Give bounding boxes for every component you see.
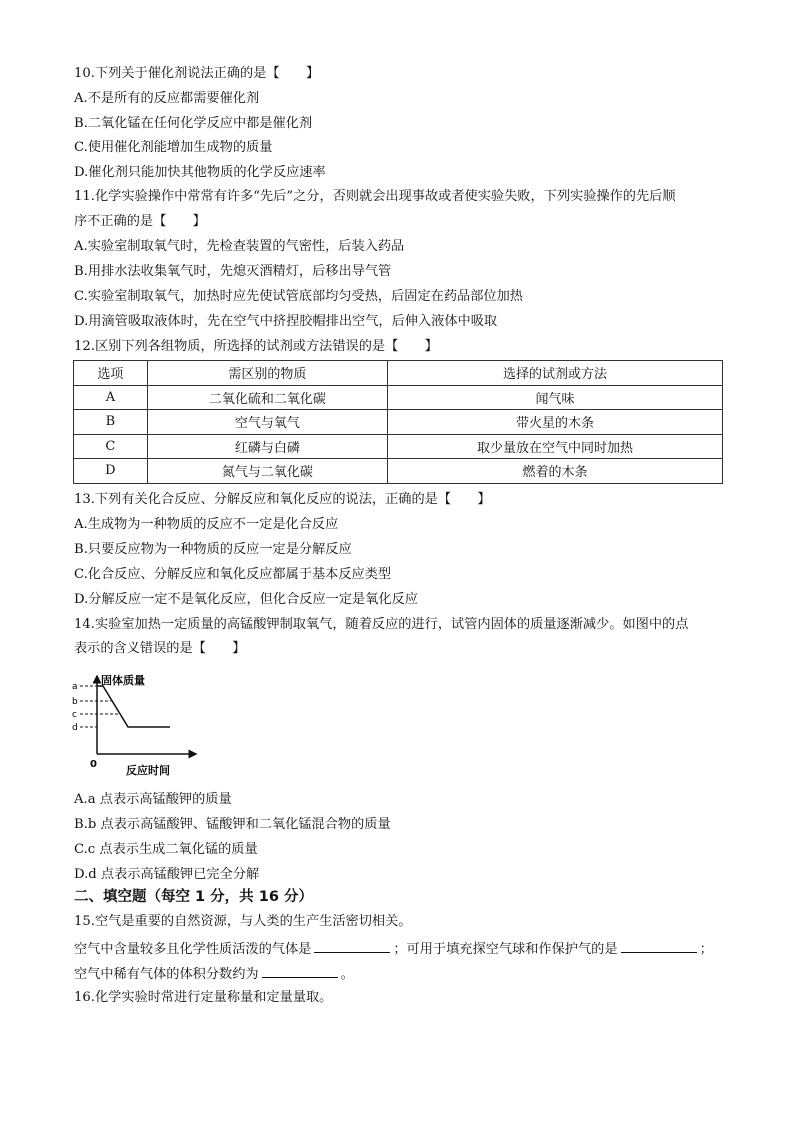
q14-option-a: A.a 点表示高锰酸钾的质量 (74, 792, 232, 807)
q14-option-b: B.b 点表示高锰酸钾、锰酸钾和二氧化锰混合物的质量 (74, 817, 391, 832)
q12-row-a-option: A (74, 385, 148, 410)
q11-stem-line1: 11.化学实验操作中常常有许多“先后”之分，否则就会出现事故或者使实验失败，下列实验操作的先后顺 (74, 189, 676, 204)
q13-option-d: D.分解反应一定不是氧化反应，但化合反应一定是氧化反应 (74, 592, 418, 607)
q12-row-c-method: 取少量放在空气中同时加热 (388, 434, 723, 459)
q15-stem: 15.空气是重要的自然资源，与人类的生产生活密切相关。 (74, 914, 412, 929)
q10-option-b: B.二氧化锰在任何化学反应中都是催化剂 (74, 116, 313, 131)
q11-option-c: C.实验室制取氧气，加热时应先使试管底部均匀受热，后固定在药品部位加热 (74, 289, 523, 304)
q12-row-c-substances: 红磷与白磷 (147, 434, 387, 459)
q14-stem-line2: 表示的含义错误的是【 】 (74, 641, 246, 656)
q10-stem: 10.下列关于催化剂说法正确的是【 】 (74, 66, 320, 81)
q10-option-a: A.不是所有的反应都需要催化剂 (74, 91, 260, 106)
q15-line1-text-a: 空气中含量较多且化学性质活泼的气体是 (74, 942, 312, 957)
table-row (74, 385, 723, 410)
q14-stem-line1: 14.实验室加热一定质量的高锰酸钾制取氧气，随着反应的进行，试管内固体的质量逐渐减少。如图中的点 (74, 617, 689, 632)
q12-row-b-option: B (74, 410, 148, 435)
q12-row-d-option: D (74, 459, 148, 484)
q12-header-substances: 需区别的物质 (147, 361, 387, 386)
q15-line2 (74, 965, 354, 983)
q12-header-option: 选项 (74, 361, 148, 386)
q15-line2-text-a: 空气中稀有气体的体积分数约为 (74, 967, 259, 982)
q14-solid-mass-figure (70, 672, 210, 782)
q15-line1-text-c: ； (699, 942, 713, 957)
q15-answer-blank-3[interactable] (262, 965, 338, 978)
point-b-label: b (72, 697, 78, 707)
table-row (74, 410, 723, 435)
q12-row-a-substances: 二氧化硫和二氧化碳 (147, 385, 387, 410)
q14-option-c: C.c 点表示生成二氧化锰的质量 (74, 842, 258, 857)
table-row (74, 434, 723, 459)
q15-line1-text-b: ；可用于填充探空气球和作保护气的是 (393, 942, 618, 957)
mass-curve (97, 686, 170, 727)
q15-line2-text-b: 。 (340, 967, 354, 982)
y-axis-label: 固体质量 (101, 674, 145, 687)
q12-stem: 12.区别下列各组物质，所选择的试剂或方法错误的是【 】 (74, 339, 438, 354)
q15-answer-blank-1[interactable] (314, 940, 390, 953)
point-a-label: a (72, 682, 78, 692)
q11-option-b: B.用排水法收集氧气时，先熄灭酒精灯，后移出导气管 (74, 264, 392, 279)
q11-option-d: D.用滴管吸取液体时，先在空气中挤捏胶帽排出空气，后伸入液体中吸取 (74, 314, 498, 329)
q11-stem-line2: 序不正确的是【 】 (74, 214, 206, 229)
q15-line1 (74, 940, 713, 958)
q16-stem: 16.化学实验时常进行定量称量和定量量取。 (74, 990, 333, 1005)
table-row (74, 459, 723, 484)
section-title-fill-in: 二、填空题（每空 1 分，共 16 分） (74, 889, 313, 905)
point-d-label: d (72, 723, 78, 733)
q13-option-a: A.生成物为一种物质的反应不一定是化合反应 (74, 517, 339, 532)
q12-row-b-substances: 空气与氧气 (147, 410, 387, 435)
q12-header-method: 选择的试剂或方法 (388, 361, 723, 386)
q12-table-header-row (74, 361, 723, 386)
q11-option-a: A.实验室制取氧气时，先检查装置的气密性，后装入药品 (74, 239, 405, 254)
q12-row-d-substances: 氮气与二氧化碳 (147, 459, 387, 484)
q13-stem: 13.下列有关化合反应、分解反应和氧化反应的说法，正确的是【 】 (74, 492, 491, 507)
q12-row-b-method: 带火星的木条 (388, 410, 723, 435)
q12-table (73, 360, 723, 484)
q12-row-a-method: 闻气味 (388, 385, 723, 410)
q10-option-d: D.催化剂只能加快其他物质的化学反应速率 (74, 165, 326, 180)
q12-row-d-method: 燃着的木条 (388, 459, 723, 484)
q13-option-b: B.只要反应物为一种物质的反应一定是分解反应 (74, 542, 352, 557)
q14-option-d: D.d 点表示高锰酸钾已完全分解 (74, 867, 260, 882)
x-axis-label: 反应时间 (126, 764, 170, 777)
point-c-label: c (72, 710, 77, 720)
q13-option-c: C.化合反应、分解反应和氧化反应都属于基本反应类型 (74, 567, 392, 582)
q10-option-c: C.使用催化剂能增加生成物的质量 (74, 140, 273, 155)
q12-row-c-option: C (74, 434, 148, 459)
origin-label: 0 (90, 759, 97, 770)
q15-answer-blank-2[interactable] (621, 940, 697, 953)
